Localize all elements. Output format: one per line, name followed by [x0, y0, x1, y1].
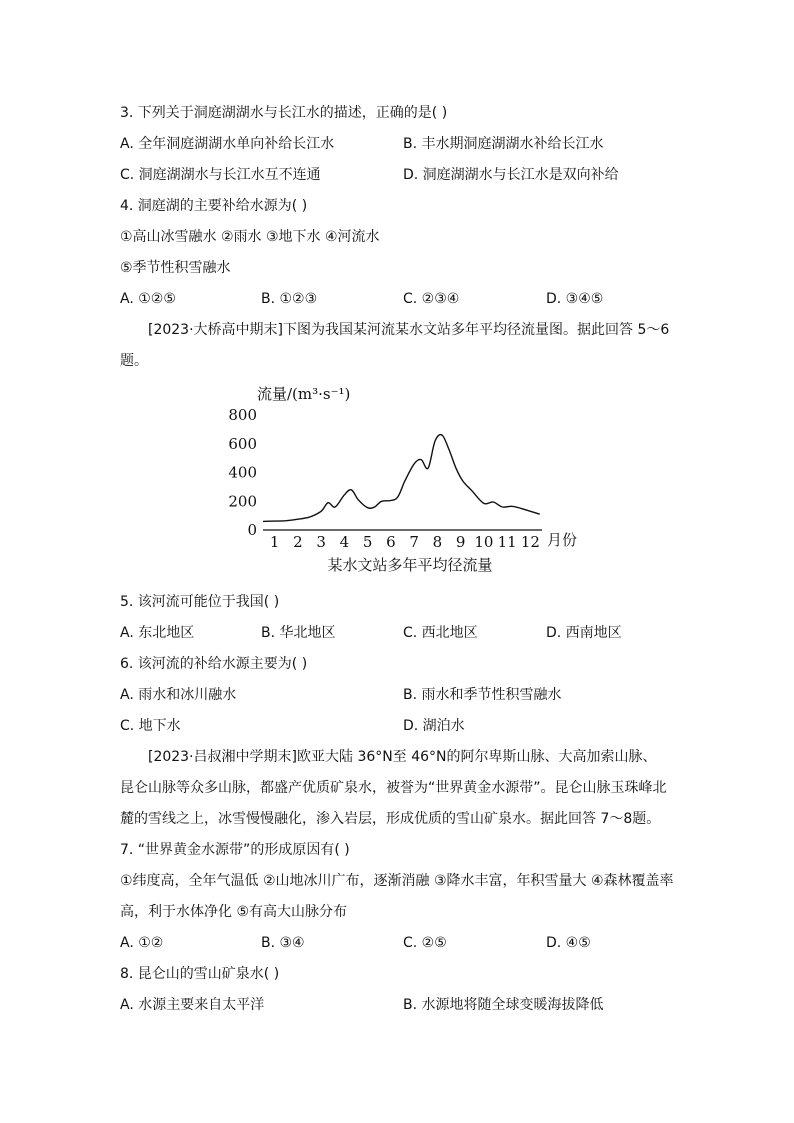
- passage-5-6-line-2: 题。: [120, 353, 148, 369]
- question-6-option-b[interactable]: B. 雨水和季节性积雪融水: [403, 687, 562, 703]
- x-tick-label: 8: [432, 533, 443, 551]
- passage-5-6-line-1: [2023·大桥高中期末]下图为我国某河流某水文站多年平均径流量图。据此回答 5～6: [148, 322, 670, 338]
- question-7-option-a[interactable]: A. ①②: [120, 935, 164, 951]
- passage-7-8-line-1: [2023·吕叔湘中学期末]欧亚大陆 36°N至 46°N的阿尔卑斯山脉、大高加索山脉、: [148, 749, 657, 765]
- y-tick-label: 0: [247, 521, 257, 539]
- x-tick-label: 6: [386, 533, 396, 551]
- y-axis-label: 流量/(m³·s⁻¹): [257, 385, 351, 403]
- passage-7-8-line-3: 麓的雪线之上，冰雪慢慢融化，渗入岩层，形成优质的雪山矿泉水。据此回答 7～8题。: [120, 811, 661, 827]
- question-7-items-line-2: 高，利于水体净化 ⑤有高大山脉分布: [120, 904, 348, 920]
- y-tick-label: 600: [228, 434, 257, 453]
- question-4-items-line-1: ①高山冰雪融水 ②雨水 ③地下水 ④河流水: [120, 229, 380, 245]
- question-3-stem: 3. 下列关于洞庭湖湖水与长江水的描述，正确的是( ): [120, 105, 448, 121]
- x-tick-label: 3: [316, 533, 326, 551]
- x-tick-label: 1: [269, 533, 280, 551]
- question-4-option-c[interactable]: C. ②③④: [403, 291, 460, 307]
- question-7-option-c[interactable]: C. ②⑤: [403, 935, 447, 951]
- question-5-option-d[interactable]: D. 西南地区: [546, 625, 622, 641]
- runoff-chart-svg: [225, 378, 595, 578]
- question-5-option-a[interactable]: A. 东北地区: [120, 625, 195, 641]
- question-7-items-line-1: ①纬度高，全年气温低 ②山地冰川广布，逐渐消融 ③降水丰富，年积雪量大 ④森林覆盖率: [120, 873, 674, 889]
- x-tick-label: 7: [409, 533, 419, 551]
- question-6-stem: 6. 该河流的补给水源主要为( ): [120, 656, 308, 672]
- question-7-option-d[interactable]: D. ④⑤: [546, 935, 591, 951]
- x-tick-label: 5: [362, 533, 373, 551]
- question-8-stem: 8. 昆仑山的雪山矿泉水( ): [120, 966, 280, 982]
- x-tick-label: 4: [339, 533, 350, 551]
- runoff-chart: [225, 378, 595, 578]
- question-4-items-line-2: ⑤季节性积雪融水: [120, 260, 231, 276]
- question-7-option-b[interactable]: B. ③④: [261, 935, 305, 951]
- chart-title: 某水文站多年平均径流量: [327, 556, 493, 574]
- question-5-stem: 5. 该河流可能位于我国( ): [120, 594, 280, 610]
- y-tick-label: 200: [228, 492, 257, 511]
- x-axis-label: 月份: [547, 531, 578, 549]
- runoff-series-line: [263, 435, 540, 522]
- question-3-option-a[interactable]: A. 全年洞庭湖湖水单向补给长江水: [120, 136, 335, 152]
- question-3-option-d[interactable]: D. 洞庭湖湖水与长江水是双向补给: [403, 167, 619, 183]
- x-tick-label: 12: [520, 533, 540, 551]
- question-5-option-c[interactable]: C. 西北地区: [403, 625, 478, 641]
- x-tick-label: 9: [455, 533, 466, 551]
- passage-7-8-line-2: 昆仑山脉等众多山脉，都盛产优质矿泉水，被誉为“世界黄金水源带”。昆仑山脉玉珠峰北: [120, 780, 667, 796]
- question-4-option-a[interactable]: A. ①②⑤: [120, 291, 176, 307]
- y-tick-label: 800: [228, 406, 257, 424]
- question-4-stem: 4. 洞庭湖的主要补给水源为( ): [120, 198, 308, 214]
- question-3-option-b[interactable]: B. 丰水期洞庭湖湖水补给长江水: [403, 136, 604, 152]
- question-6-option-d[interactable]: D. 湖泊水: [403, 718, 465, 734]
- x-tick-label: 10: [474, 533, 494, 551]
- question-3-option-c[interactable]: C. 洞庭湖湖水与长江水互不连通: [120, 167, 321, 183]
- question-4-option-b[interactable]: B. ①②③: [261, 291, 318, 307]
- x-tick-label: 11: [497, 533, 517, 551]
- question-8-option-b[interactable]: B. 水源地将随全球变暖海拔降低: [403, 997, 604, 1013]
- question-7-stem: 7. “世界黄金水源带”的形成原因有( ): [120, 842, 350, 858]
- x-tick-label: 2: [293, 533, 303, 551]
- question-5-option-b[interactable]: B. 华北地区: [261, 625, 336, 641]
- question-4-option-d[interactable]: D. ③④⑤: [546, 291, 604, 307]
- question-6-option-c[interactable]: C. 地下水: [120, 718, 181, 734]
- y-tick-label: 400: [228, 463, 257, 482]
- question-8-option-a[interactable]: A. 水源主要来自太平洋: [120, 997, 265, 1013]
- question-6-option-a[interactable]: A. 雨水和冰川融水: [120, 687, 237, 703]
